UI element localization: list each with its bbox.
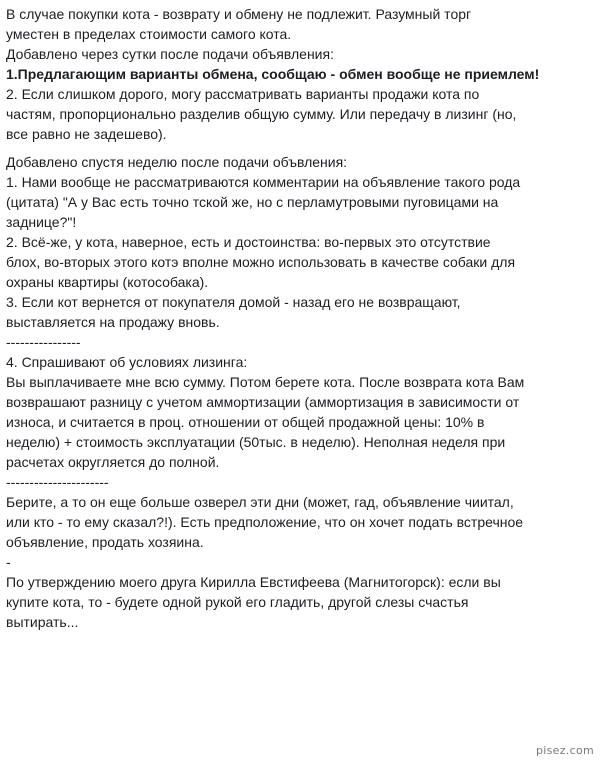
text-line: (цитата) "А у Вас есть точно тской же, но с перламутровыми пуговицами на: [6, 194, 499, 210]
text-line: вытирать...: [6, 614, 79, 630]
text-line: объявление, продать хозяина.: [6, 534, 204, 550]
text-line: уместен в пределах стоимости самого кота.: [6, 26, 292, 42]
text-line: 2. Всё-же, у кота, наверное, есть и достоинства: во-первых это отсутствие: [6, 234, 491, 250]
text-line: 1.Предлагающим варианты обмена, сообщаю - обмен вообще не приемлем!: [6, 66, 540, 82]
watermark: pisez.com: [535, 744, 594, 757]
separator-line: ----------------------: [6, 474, 109, 490]
text-line: расчетах округляется до полной.: [6, 454, 220, 470]
text-line: 4. Спрашивают об условиях лизинга:: [6, 354, 248, 370]
text-line: 2. Если слишком дорого, могу рассматривать варианты продажи кота по: [6, 86, 480, 102]
paragraph-week-update: [6, 152, 594, 632]
text-line: По утверждению моего друга Кирилла Евстифеева (Магнитогорск): если вы: [6, 574, 501, 590]
text-line: выставляется на продажу вновь.: [6, 314, 220, 330]
text-line: блох, во-вторых этого котэ вполне можно использовать в качестве собаки для: [6, 254, 516, 270]
text-line: возврашают разницу с учетом аммортизации (аммортизация в зависимости от: [6, 394, 520, 410]
text-line: Добавлено через сутки после подачи объявления:: [6, 46, 334, 62]
text-line: В случае покупки кота - возврату и обмену не подлежит. Разумный торг: [6, 6, 472, 22]
text-line: износа, и считается в проц. отношении от общей продажной цены: 10% в: [6, 414, 485, 430]
text-line: 1. Нами вообще не рассматриваются комментарии на объявление такого рода: [6, 174, 521, 190]
separator-dash: -: [6, 554, 11, 570]
paragraph-intro: [6, 4, 594, 144]
text-line: Берите, а то он еще больше озверел эти дни (может, гад, объявление чиитал,: [6, 494, 514, 510]
text-line: все равно не задешево).: [6, 126, 167, 142]
text-line: заднице?"!: [6, 214, 77, 230]
paragraph-gap: [6, 144, 594, 152]
text-line: Добавлено спустя неделю после подачи объвления:: [6, 154, 348, 170]
separator-line: ----------------: [6, 334, 81, 350]
text-line: Вы выплачиваете мне всю сумму. Потом берете кота. После возврата кота Вам: [6, 374, 525, 390]
text-line: неделю) + стоимость эксплуатации (50тыс. в неделю). Неполная неделя при: [6, 434, 506, 450]
text-line: 3. Если кот вернется от покупателя домой - назад его не возвращают,: [6, 294, 461, 310]
post-body: [6, 4, 594, 632]
text-line: частям, пропорционально разделив общую сумму. Или передачу в лизинг (но,: [6, 106, 517, 122]
text-line: охраны квартиры (котособака).: [6, 274, 209, 290]
text-line: или кто - то ему сказал?!). Есть предположение, что он хочет подать встречное: [6, 514, 524, 530]
text-line: купите кота, то - будете одной рукой его гладить, другой слезы счастья: [6, 594, 469, 610]
